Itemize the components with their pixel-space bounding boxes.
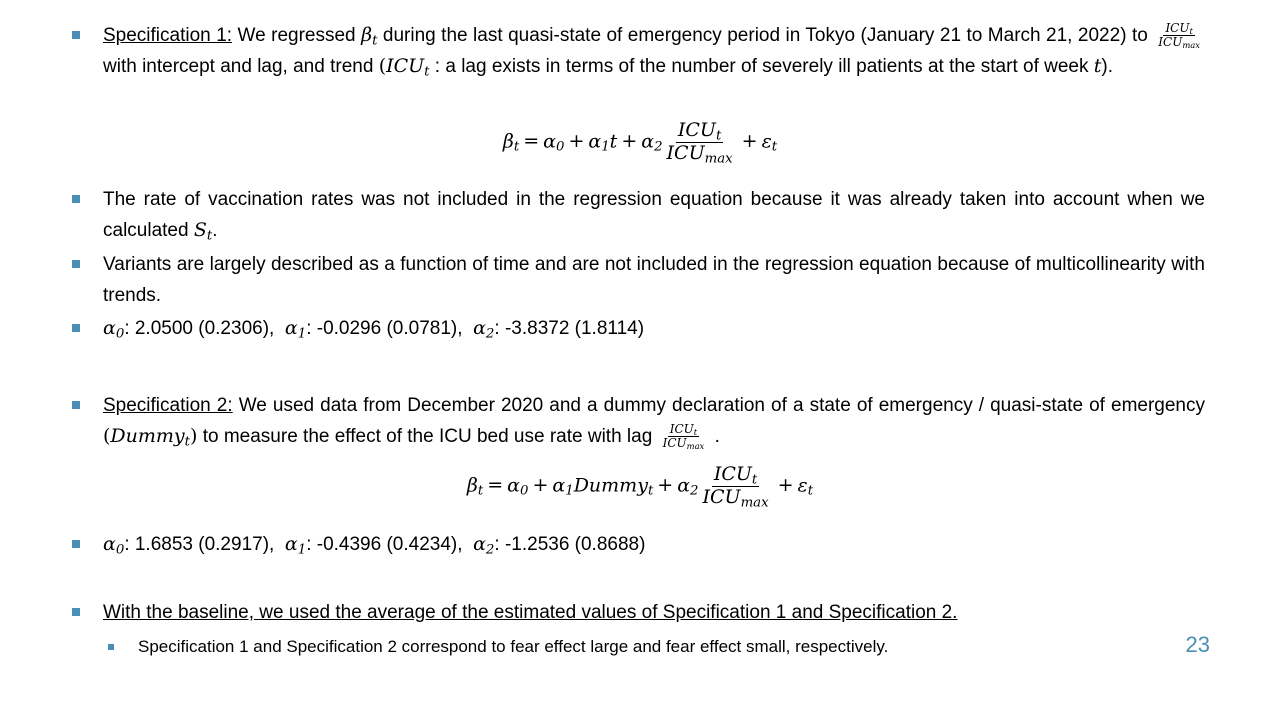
math-beta-t: $\beta_t$ [361, 24, 378, 49]
bullet-marker [72, 31, 80, 39]
variants-paragraph: Variants are largely described as a function of time and are not included in the regression equation because of multicollinearity with trends. [103, 254, 1205, 306]
spec2-heading: Specification 2: [103, 395, 233, 416]
math-t: t [1093, 55, 1102, 77]
vaccination-paragraph: The rate of vaccination rates was not included in the regression equation because it was already taken into account when we calculated $S_t$. [103, 189, 1205, 244]
page-number: 23 [1185, 632, 1210, 657]
baseline-paragraph: With the baseline, we used the average of the estimated values of Specification 1 and Specification 2. [103, 602, 958, 623]
math-icu-ratio-inline: $\frac{ICU_t}{ICU_{max}}$ [1158, 20, 1201, 51]
note-paragraph: Specification 1 and Specification 2 correspond to fear effect large and fear effect small, respectively. [138, 637, 889, 656]
equation-specification-2: $\beta_t = \alpha_0$ + $\alpha_1Dummy_t + \alpha_2$ $\frac{ICU_t}{ICU_{max}}$ + $\varepsilon_t$ [466, 463, 814, 511]
bullet-marker [72, 540, 80, 548]
math-s-t: $S_t$ [193, 219, 213, 244]
equation-specification-1: $\beta_t = \alpha_0 + \alpha_1t + \alpha_2$ $\frac{ICU_t}{ICU_{max}}$ + $\varepsilon_t$ [502, 119, 778, 167]
bullet-marker [72, 324, 80, 332]
spec2-paragraph: Specification 2: We used data from December 2020 and a dummy declaration of a state of emergency / quasi-state of emergency (Dummy$_t$) to measure the effect of the ICU bed use rate with lag $\frac{ICU_t}{ICU_{max}}$ . [103, 395, 1205, 452]
sub-bullet-marker [108, 644, 114, 650]
bullet-marker [72, 195, 80, 203]
math-dummy-t: (Dummy$_t$) [103, 425, 198, 450]
bullet-marker [72, 608, 80, 616]
bullet-marker [72, 401, 80, 409]
bullet-marker [72, 260, 80, 268]
coefficients-spec1: $\alpha_0$: 2.0500 (0.2306), $\alpha_1$: -0.0296 (0.0781), $\alpha_2$: -3.8372 (1.8114) [103, 317, 645, 342]
spec1-paragraph: Specification 1: We regressed $\beta_t$ during the last quasi-state of emergency period in Tokyo (January 21 to March 21, 2022) to $\frac{ICU_t}{ICU_{max}}$ with intercept and lag, and trend ($ICU_t$ : a lag exists in terms of the number of severely ill patients at the start of week t). [103, 20, 1201, 80]
spec1-heading: Specification 1: [103, 25, 233, 46]
coefficients-spec2: $\alpha_0$: 1.6853 (0.2917), $\alpha_1$: -0.4396 (0.4234), $\alpha_2$: -1.2536 (0.8688) [103, 533, 646, 558]
math-icu-t: ($ICU_t$ [378, 55, 430, 80]
math-icu-ratio-inline: $\frac{ICU_t}{ICU_{max}}$ [662, 421, 705, 452]
